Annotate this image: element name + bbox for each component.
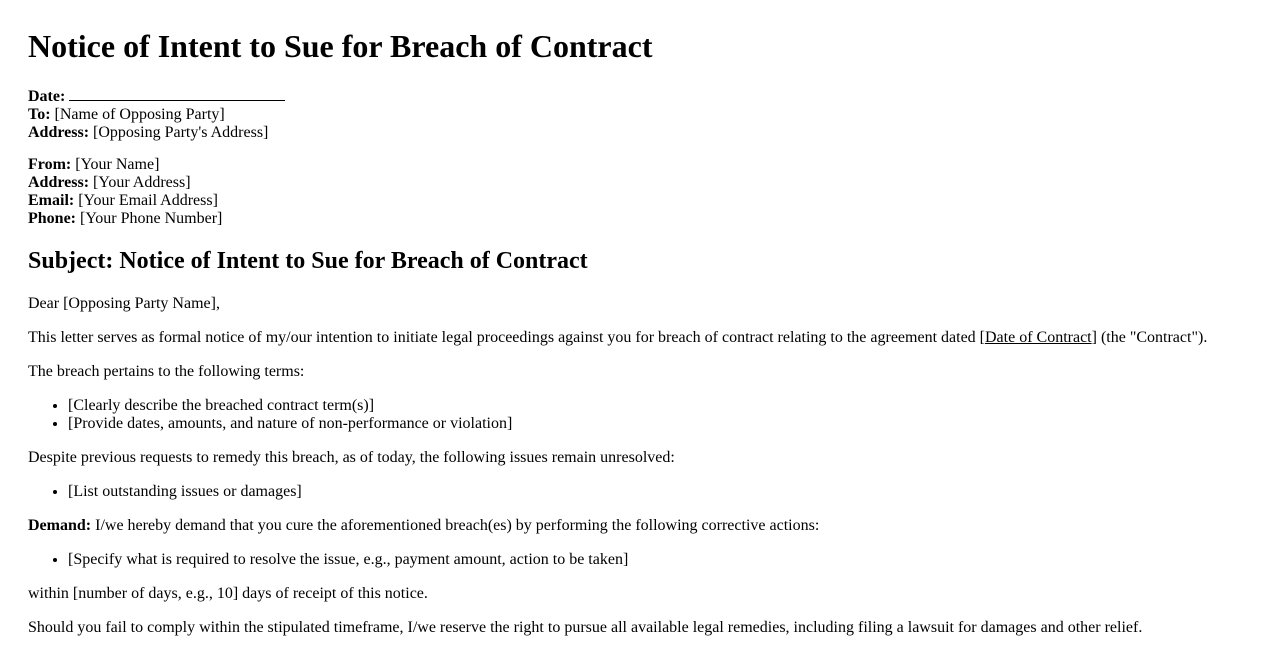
list-item: • [Specify what is required to resolve the issue, e.g., payment amount, action to be taken]	[68, 551, 628, 569]
from-row	[28, 156, 222, 174]
subject-heading: Subject: Notice of Intent to Sue for Breach of Contract	[28, 248, 588, 274]
breach-terms-list	[28, 397, 512, 433]
date-label: Date:	[28, 88, 66, 105]
demand-text: I/we hereby demand that you cure the aforementioned breach(es) by performing the following corrective actions:	[91, 517, 820, 534]
phone-label: Phone:	[28, 210, 76, 227]
date-blank-line	[69, 86, 285, 101]
consequence-paragraph: Should you fail to comply within the stipulated timeframe, I/we reserve the right to pursue all available legal remedies, including filing a lawsuit for damages and other relief.	[28, 619, 1143, 636]
email-label: Email:	[28, 192, 75, 209]
demand-items-list	[28, 551, 628, 569]
list-item: • [Provide dates, amounts, and nature of non-performance or violation]	[68, 415, 512, 433]
breach-intro: The breach pertains to the following terms:	[28, 363, 305, 380]
deadline-paragraph: within [number of days, e.g., 10] days of receipt of this notice.	[28, 585, 428, 602]
list-item: • [List outstanding issues or damages]	[68, 483, 302, 501]
to-value: [Name of Opposing Party]	[54, 106, 225, 123]
phone-row	[28, 210, 222, 228]
phone-value: [Your Phone Number]	[80, 210, 223, 227]
sender-block	[28, 156, 222, 228]
recipient-address-row	[28, 124, 285, 142]
sender-address-value: [Your Address]	[93, 174, 191, 191]
recipient-block	[28, 86, 285, 142]
date-of-contract-link[interactable]: Date of Contract	[985, 329, 1092, 346]
unresolved-intro: Despite previous requests to remedy this breach, as of today, the following issues remain unresolved:	[28, 449, 675, 466]
demand-label: Demand:	[28, 517, 92, 534]
to-label: To:	[28, 106, 51, 123]
email-value: [Your Email Address]	[78, 192, 218, 209]
from-label: From:	[28, 156, 72, 173]
sender-address-label: Address:	[28, 174, 90, 191]
intro-text-after: ] (the "Contract").	[1091, 329, 1208, 346]
salutation: Dear [Opposing Party Name],	[28, 295, 220, 312]
document-title: Notice of Intent to Sue for Breach of Contract	[28, 28, 653, 64]
intro-paragraph	[28, 329, 1207, 347]
unresolved-items-list	[28, 483, 302, 501]
intro-text-before: This letter serves as formal notice of my/our intention to initiate legal proceedings against you for breach of contract relating to the agreement dated [	[28, 329, 985, 346]
recipient-address-label: Address:	[28, 124, 90, 141]
date-row	[28, 86, 285, 106]
recipient-address-value: [Opposing Party's Address]	[93, 124, 269, 141]
sender-address-row	[28, 174, 222, 192]
email-row	[28, 192, 222, 210]
list-item: • [Clearly describe the breached contract term(s)]	[68, 397, 512, 415]
to-row	[28, 106, 285, 124]
demand-paragraph	[28, 517, 819, 535]
from-value: [Your Name]	[75, 156, 160, 173]
